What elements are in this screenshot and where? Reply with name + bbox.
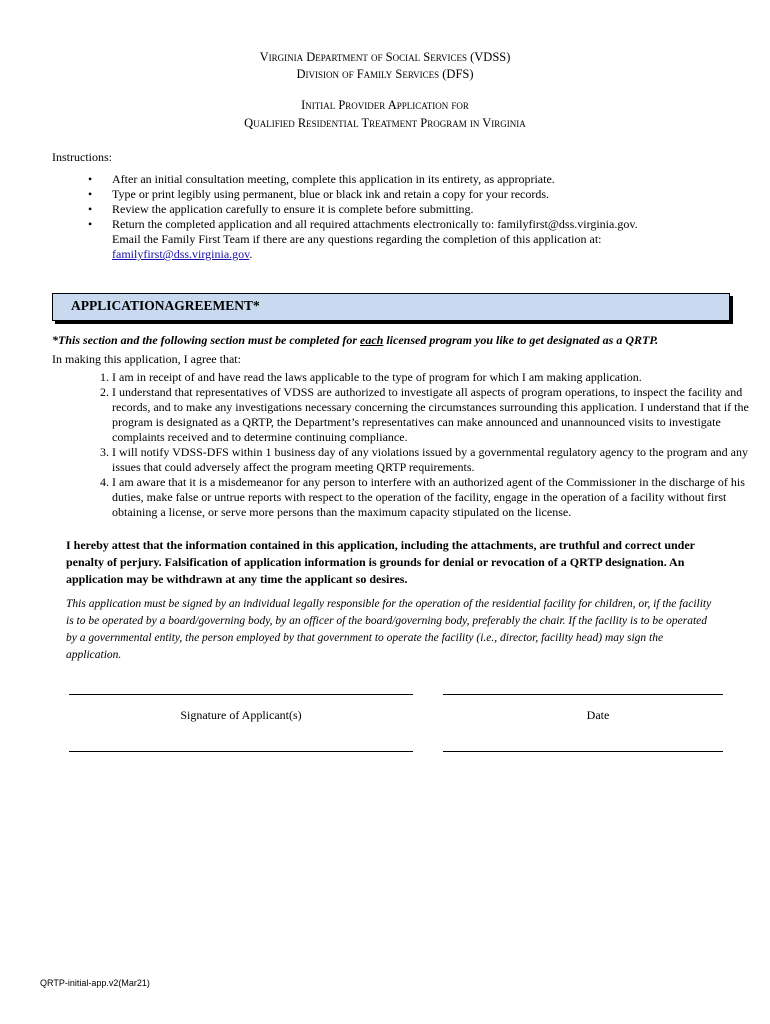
email-period: . [249, 247, 253, 261]
signature-label: Signature of Applicant(s) [180, 708, 302, 722]
instruction-item: • Type or print legibly using permanent, blue or black ink and retain a copy for your records. [112, 187, 732, 202]
instruction-item: • Return the completed application and all required attachments electronically to: familyfirst@dss.virginia.gov. [112, 217, 732, 232]
signature-line-2[interactable] [69, 751, 413, 752]
date-label: Date [586, 708, 610, 722]
signing-instructions: This application must be signed by an individual legally responsible for the operation of the residential facility for children, or, if the facility is to be operated by a board/governing body, by an officer of the board/governing body, preferably the chair. If the facility is to be operated by a governmental entity, the person employed by that government to operate the facility (i.e., director, facility head) may sign the application. [66, 598, 712, 661]
form-title-line2: Qualified Residential Treatment Program in Virginia [244, 116, 526, 130]
agreement-item: 1. I am in receipt of and have read the laws applicable to the type of program for which I am making application. [112, 370, 758, 385]
agreement-item: 4. I am aware that it is a misdemeanor for any person to interfere with an authorized agent of the Commissioner in the discharge of his duties, make false or untrue reports with respect to the operation of the facility, engage in the operation of a facility without first obtaining a license, or serve more persons than the maximum capacity stipulated on the license. [112, 475, 758, 520]
instructions-label: Instructions: [52, 150, 112, 164]
agency-name: Virginia Department of Social Services (VDSS) [259, 50, 511, 64]
section-heading: APPLICATIONAGREEMENT* [71, 298, 260, 313]
email-link-row [112, 247, 732, 262]
section-note-start: *This section and the following section must be completed for [52, 333, 361, 347]
instructions-list [82, 172, 732, 262]
signature-line[interactable] [69, 694, 413, 695]
instruction-item: • After an initial consultation meeting, complete this application in its entirety, as appropriate. [112, 172, 732, 187]
section-note-end: licensed program you like to get designated as a QRTP. [383, 333, 659, 347]
form-title-line1: Initial Provider Application for [301, 98, 469, 112]
application-agreement-header [52, 293, 730, 321]
document-id: QRTP-initial-app.v2(Mar21) [40, 978, 150, 988]
email-link[interactable]: familyfirst@dss.virginia.gov [112, 247, 250, 261]
agreement-item: 3. I will notify VDSS-DFS within 1 business day of any violations issued by a governmental regulatory agency to the program and any issues that could adversely affect the program meeting QRTP requirements. [112, 445, 758, 475]
date-line[interactable] [443, 694, 723, 695]
email-note: Email the Family First Team if there are any questions regarding the completion of this application at: [112, 232, 602, 246]
agreement-item: 2. I understand that representatives of VDSS are authorized to investigate all aspects of program operations, to inspect the facility and records, and to make any investigations necessary concerning the circumstances surrounding this application. I understand that if the program is designated as a QRTP, the Department’s representatives can make announced and unannounced visits to investigate complaints received and to determine continuing compliance. [112, 385, 758, 445]
agreement-intro: In making this application, I agree that: [52, 352, 241, 366]
attestation-statement: I hereby attest that the information contained in this application, including the attachments, are truthful and correct under penalty of perjury. Falsification of application information is grounds for denial or revocation of a QRTP designation. An application may be withdrawn at any time the applicant so desires. [66, 538, 695, 586]
section-note-emphasis: each [360, 333, 384, 347]
agreement-list [82, 370, 758, 520]
section-note [52, 333, 752, 348]
date-line-2[interactable] [443, 751, 723, 752]
division-name: Division of Family Services (DFS) [296, 67, 474, 81]
instruction-item: • Review the application carefully to ensure it is complete before submitting. [112, 202, 732, 217]
